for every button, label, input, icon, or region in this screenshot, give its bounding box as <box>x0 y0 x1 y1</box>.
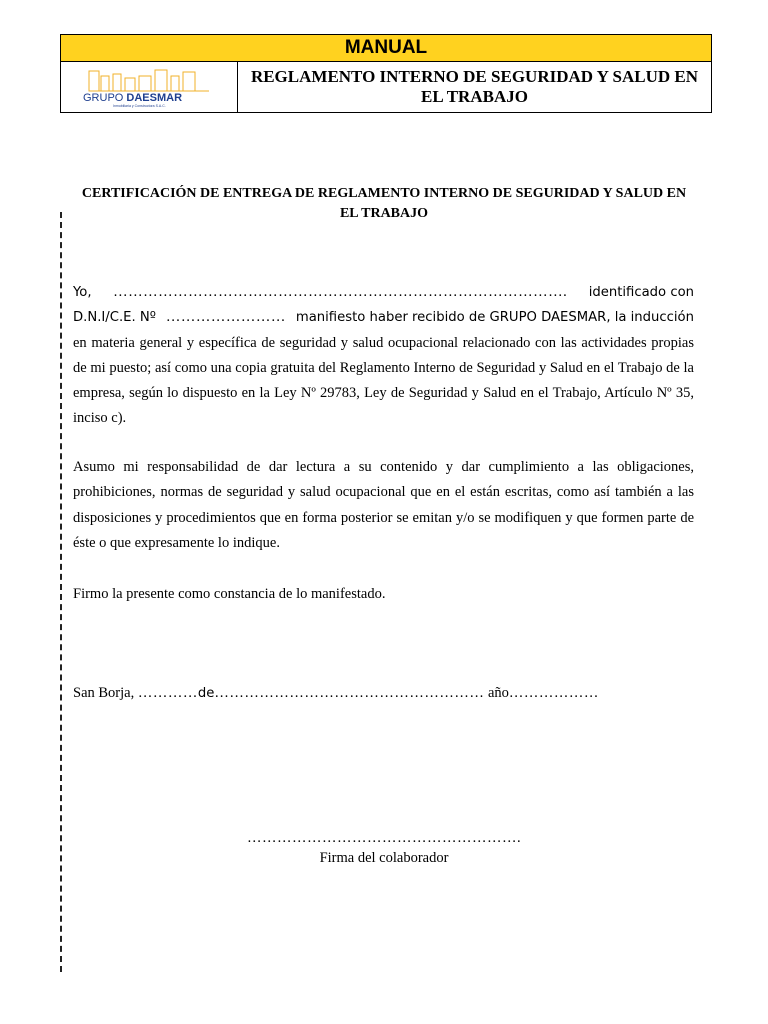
logo-text-prefix: GRUPO <box>83 92 127 104</box>
de-label: de <box>197 686 215 701</box>
declaration-rest: en materia general y específica de seguridad y salud ocupacional relacionado con las actividades propias de mi puesto; así como una copia gratuita del Reglamento Interno de Seguridad y Salud en el Trabajo de la empresa, según lo dispuesto en la Ley Nº 29783, Ley de Seguridad y Salud en el Trabajo, Artículo Nº 35, inciso c). <box>73 334 694 427</box>
declaration-line-1 <box>73 280 694 305</box>
name-blank: ………………………………………………………………………………. <box>113 284 568 300</box>
signature-line: ………………………………………………. <box>246 830 522 846</box>
year-label: año <box>487 685 509 701</box>
header-subtitle: REGLAMENTO INTERNO DE SEGURIDAD Y SALUD EN EL TRABAJO <box>250 67 699 106</box>
building-skyline-icon <box>89 70 209 91</box>
manifiesto-text: manifiesto haber recibido de GRUPO DAESMAR, la inducción <box>295 310 694 326</box>
paragraph-responsibility: Asumo mi responsabilidad de dar lectura a su contenido y dar cumplimiento a las obligaciones, prohibiciones, normas de seguridad y salud ocupacional que en el están escritas, como así también a las disposiciones y procedimientos que en forma posterior se emitan y/o se modifiquen y que formen parte de éste o que expresamente lo indique. <box>73 459 694 551</box>
paragraph-signature-note: Firmo la presente como constancia de lo manifestado. <box>73 586 386 602</box>
day-blank: ………… <box>137 685 198 701</box>
yo-label: Yo, <box>73 285 92 300</box>
dni-blank: …………………… <box>165 309 286 326</box>
svg-text:GRUPO DAESMAR <box>83 92 182 104</box>
place-date-line <box>73 681 694 706</box>
dni-label: D.N.I/C.E. Nº <box>73 310 156 326</box>
declaration-line-2 <box>73 305 694 330</box>
logo-cell <box>61 62 238 112</box>
city-label: San Borja, <box>73 685 135 701</box>
logo-text-brand: DAESMAR <box>126 92 183 104</box>
signature-label: Firma del colaborador <box>319 850 449 866</box>
month-blank: ……………………………………………… <box>214 685 485 701</box>
document-header <box>60 34 712 113</box>
identificado-label: identificado con <box>588 285 694 300</box>
header-title: MANUAL <box>61 35 711 62</box>
paragraph-declaration <box>73 280 694 432</box>
header-row <box>61 62 711 112</box>
company-logo <box>79 66 219 108</box>
year-blank: ……………… <box>508 685 599 701</box>
certificate-title: CERTIFICACIÓN DE ENTREGA DE REGLAMENTO INTERNO DE SEGURIDAD Y SALUD EN EL TRABAJO <box>81 186 687 221</box>
logo-tagline: Inmobiliaria y Constructora S.A.C. <box>113 104 166 108</box>
dashed-cut-line <box>60 212 62 972</box>
